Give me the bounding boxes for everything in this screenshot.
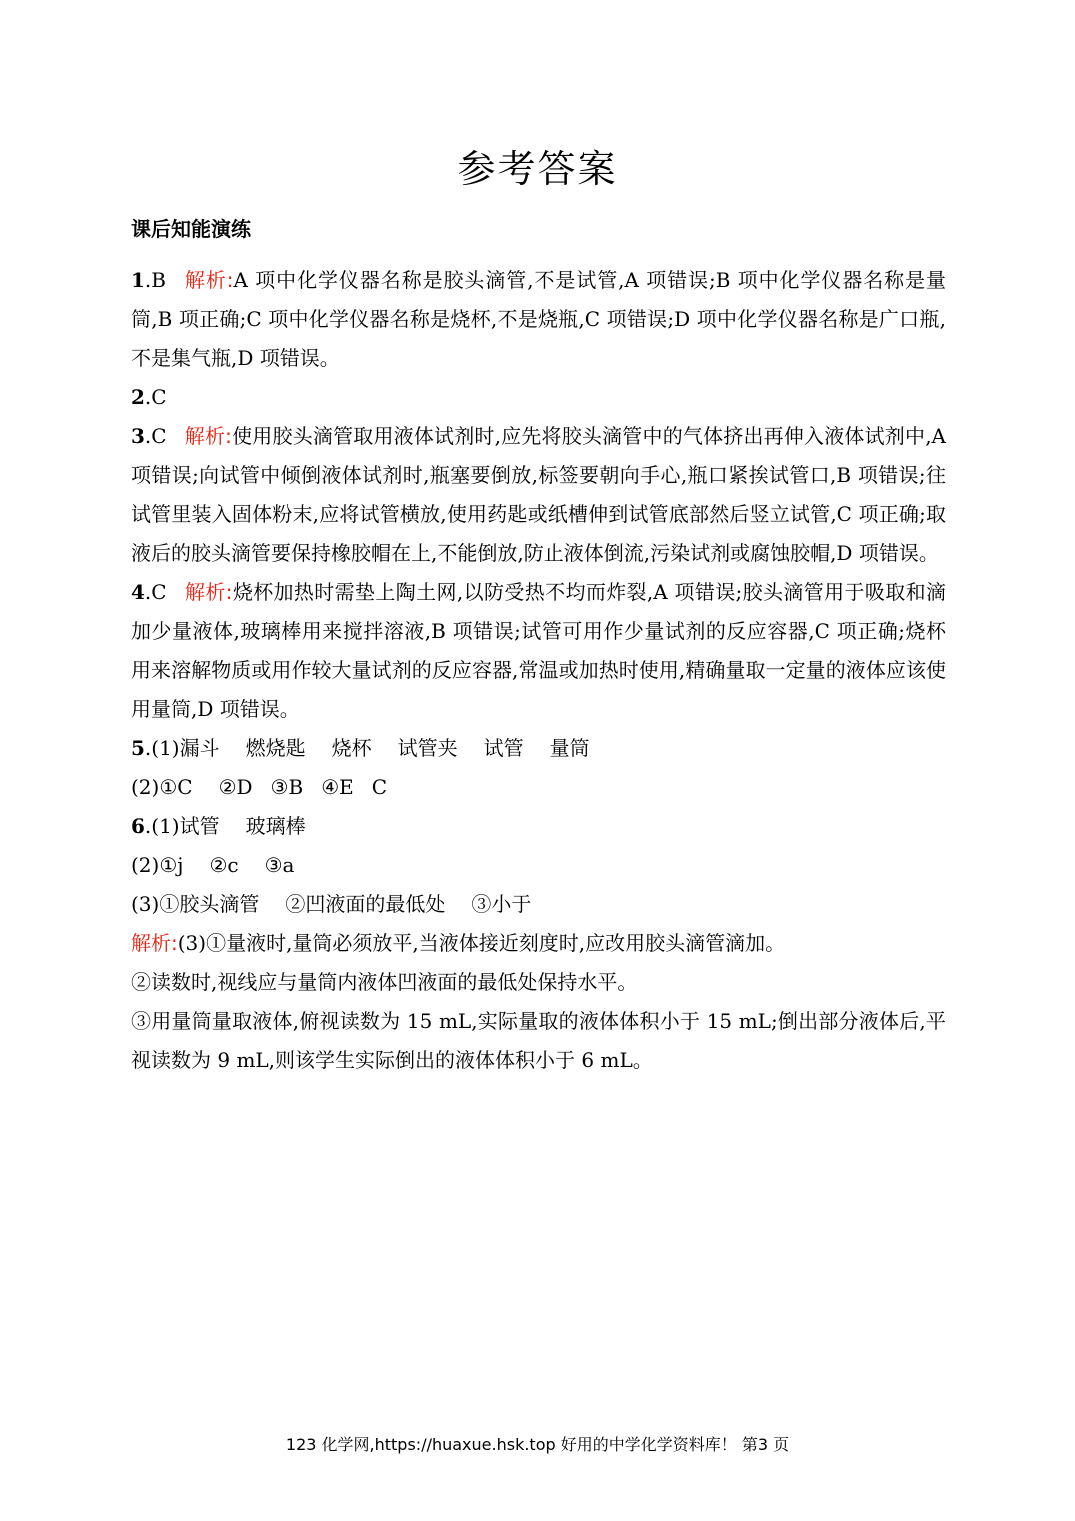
answer-item: 试管 xyxy=(483,736,524,760)
answer-item: ③a xyxy=(264,853,295,877)
page-title: 参考答案 xyxy=(457,147,618,191)
answer-item: ②D xyxy=(218,775,253,799)
answer-item: ③B xyxy=(270,775,304,799)
answer-item: 玻璃棒 xyxy=(245,814,306,838)
answer-4 xyxy=(131,573,946,729)
explanation-6-line-2 xyxy=(131,963,946,1002)
explanation-label: 解析: xyxy=(131,931,178,955)
answer-item: C xyxy=(371,775,388,799)
question-number: 1 xyxy=(131,268,145,292)
answer-content xyxy=(131,261,946,1080)
answer-5-part-2 xyxy=(131,768,946,807)
explanation-text: A 项中化学仪器名称是胶头滴管,不是试管,A 项错误;B 项中化学仪器名称是量筒,B 项正确;C 项中化学仪器名称是烧杯,不是烧瓶,C 项错误;D 项中化学仪器名称是广口瓶,不是集气瓶,D 项错误。 xyxy=(131,268,947,370)
part-label: (3) xyxy=(131,892,160,916)
question-number: 2 xyxy=(131,385,145,409)
part-label: (2) xyxy=(131,853,160,877)
explanation-6-line-1 xyxy=(131,924,946,963)
answer-5-part-1 xyxy=(131,729,946,768)
answer-item: ③小于 xyxy=(471,892,532,916)
question-number: 5 xyxy=(131,736,145,760)
answer-item: 燃烧匙 xyxy=(245,736,306,760)
answer-item: ①胶头滴管 xyxy=(159,892,260,916)
question-number: 3 xyxy=(131,424,145,448)
question-number: 4 xyxy=(131,580,145,604)
answer-item: ②c xyxy=(209,853,239,877)
page-footer: 123 化学网,https://huaxue.hsk.top 好用的中学化学资料库！ 第3 页 xyxy=(285,1435,790,1454)
explanation-text: (3)①量液时,量筒必须放平,当液体接近刻度时,应改用胶头滴管滴加。 xyxy=(177,931,786,955)
answer-item: 试管 xyxy=(179,814,220,838)
explanation-text: ③用量筒量取液体,俯视读数为 15 mL,实际量取的液体体积小于 15 mL;倒出部分液体后,平视读数为 9 mL,则该学生实际倒出的液体体积小于 6 mL。 xyxy=(131,1009,946,1072)
question-number: 6 xyxy=(131,814,145,838)
answer-item: 试管夹 xyxy=(397,736,458,760)
answer-item: 量筒 xyxy=(549,736,590,760)
answer-choice: .C xyxy=(144,580,167,604)
part-label: .(1) xyxy=(144,814,180,838)
answer-item: ②凹液面的最低处 xyxy=(285,892,446,916)
explanation-text: ②读数时,视线应与量筒内液体凹液面的最低处保持水平。 xyxy=(131,970,638,994)
answer-6-part-3 xyxy=(131,885,946,924)
answer-choice: .C xyxy=(144,424,167,448)
part-label: .(1) xyxy=(144,736,180,760)
answer-item: ①C xyxy=(159,775,193,799)
explanation-label: 解析: xyxy=(184,424,232,448)
explanation-6-line-3 xyxy=(131,1002,946,1080)
explanation-label: 解析: xyxy=(183,268,234,292)
answer-2 xyxy=(131,378,946,417)
answer-6-part-1 xyxy=(131,807,946,846)
answer-1 xyxy=(131,261,946,378)
answer-item: ④E xyxy=(321,775,354,799)
part-label: (2) xyxy=(131,775,160,799)
answer-item: 烧杯 xyxy=(331,736,372,760)
answer-item: ①j xyxy=(159,853,184,877)
answer-choice: .B xyxy=(144,268,166,292)
explanation-text: 使用胶头滴管取用液体试剂时,应先将胶头滴管中的气体挤出再伸入液体试剂中,A 项错误;向试管中倾倒液体试剂时,瓶塞要倒放,标签要朝向手心,瓶口紧挨试管口,B 项错误;往试管里装入固体粉末,应将试管横放,使用药匙或纸槽伸到试管底部然后竖立试管,C 项正确;取液后的胶头滴管要保持橡胶帽在上,不能倒放,防止液体倒流,污染试剂或腐蚀胶帽,D 项错误。 xyxy=(131,424,946,565)
section-heading: 课后知能演练 xyxy=(131,217,251,241)
answer-6-part-2 xyxy=(131,846,946,885)
answer-3 xyxy=(131,417,946,573)
answer-item: 漏斗 xyxy=(179,736,220,760)
explanation-text: 烧杯加热时需垫上陶土网,以防受热不均而炸裂,A 项错误;胶头滴管用于吸取和滴加少量液体,玻璃棒用来搅拌溶液,B 项错误;试管可用作少量试剂的反应容器,C 项正确;烧杯用来溶解物质或用作较大量试剂的反应容器,常温或加热时使用,精确量取一定量的液体应该使用量筒,D 项错误。 xyxy=(131,580,946,721)
answer-choice: .C xyxy=(144,385,167,409)
explanation-label: 解析: xyxy=(184,580,233,604)
